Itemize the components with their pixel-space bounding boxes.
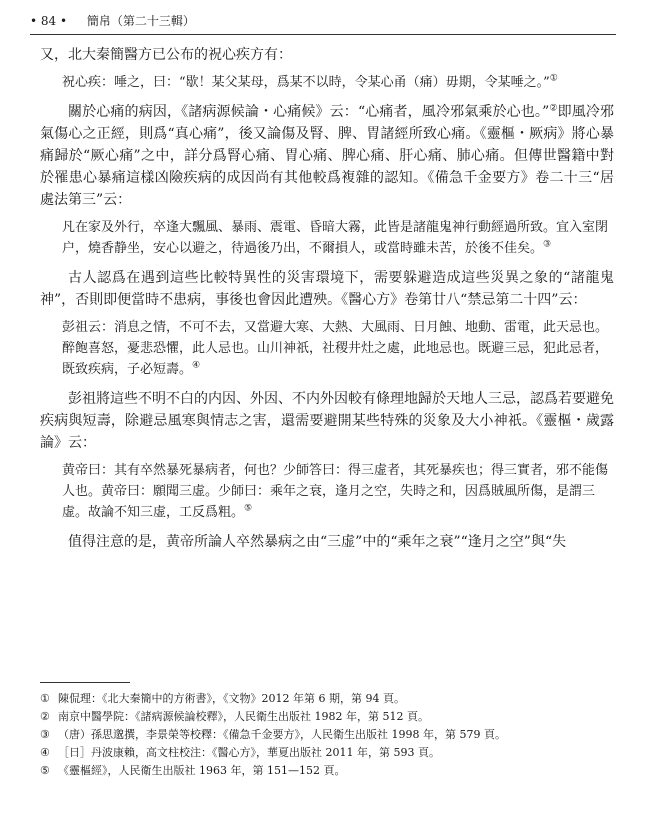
footnote-rule (40, 682, 130, 683)
footnote-ref-3[interactable]: ③ (543, 239, 552, 250)
main-text (40, 44, 614, 559)
header-rule (30, 34, 616, 35)
footnote-ref-5[interactable]: ⑤ (244, 503, 253, 514)
paragraph-4: 彭祖將這些不明不白的内因、外因、不内外因較有條理地歸於天地人三忌，認爲若要避免疾病與短壽，除避忌風寒與情志之害，還需要避開某些特殊的災象及大小神祇。《靈樞・歲露論》云： (40, 391, 614, 451)
paragraph-5: 值得注意的是，黄帝所論人卒然暴病之由“三虚”中的“乘年之衰”“逢月之空”與“失 (68, 534, 567, 550)
footnote-4: ④ ［日］丹波康賴，高文柱校注：《醫心方》，華夏出版社 2011 年，第 593 頁。 (40, 746, 440, 759)
footnote-2: ② 南京中醫學院：《諸病源候論校釋》，人民衛生出版社 1982 年，第 512 頁。 (40, 710, 429, 723)
block-quote-1: 祝心疾：唾之，曰：“歇！某父某母，爲某不以時，令某心甬（痛）毋期，令某唾之。”① (62, 73, 558, 90)
footnote-5: ⑤ 《靈樞經》，人民衛生出版社 1963 年，第 151—152 頁。 (40, 764, 346, 777)
paragraph-1: 又，北大秦簡醫方已公布的祝心疾方有： (40, 47, 292, 63)
paragraph-2: 關於心痛的病因，《諸病源候論・心痛候》云：“心痛者，風冷邪氣乘於心也。”②即風冷邪氣傷心之正經，則爲“真心痛”，後又論傷及腎、脾、胃諸經所致心痛。《靈樞・厥病》將心暴痛歸於“厥心痛”之中，詳分爲腎心痛、胃心痛、脾心痛、肝心痛、肺心痛。但傳世醫籍中對於罹患心暴痛這樣凶險疾病的成因尚有其他較爲複雜的認知。《備急千金要方》卷二十三“居處法第三”云： (40, 103, 615, 208)
paragraph-3: 古人認爲在遇到這些比較特異性的災害環境下，需要躲避造成這些災異之象的“諸龍鬼神”，否則即便當時不患病，事後也會因此遭殃。《醫心方》卷第廿八“禁忌第二十四”云： (40, 270, 614, 308)
footnote-ref-4[interactable]: ④ (192, 360, 201, 371)
running-header (30, 10, 616, 32)
footnote-ref-2[interactable]: ② (549, 103, 558, 114)
footnote-1: ① 陳侃理：《北大秦簡中的方術書》，《文物》2012 年第 6 期，第 94 頁。 (40, 692, 405, 705)
footnote-ref-1[interactable]: ① (549, 73, 558, 84)
block-quote-3: 彭祖云：消息之情，不可不去，又當避大寒、大熱、大風雨、日月蝕、地動、雷電，此天忌也。醉飽喜怒，憂悲恐懼，此人忌也。山川神祇，社稷井灶之處，此地忌也。既避三忌，犯此忌者，既致疾病，子必短壽。④ (62, 320, 609, 377)
block-quote-4: 黄帝曰：其有卒然暴死暴病者，何也？少師答曰：得三虚者，其死暴疾也；得三實者，邪不能傷人也。黄帝曰：願聞三虚。少師曰：乘年之衰，逢月之空，失時之和，因爲賊風所傷，是謂三虚。故論不知三虚，工反爲粗。⑤ (62, 463, 609, 520)
footnote-3: ③ （唐）孫思邈撰，李景榮等校釋：《備急千金要方》，人民衛生出版社 1998 年，第 579 頁。 (40, 728, 506, 741)
block-quote-2: 凡在家及外行，卒逢大飄風、暴雨、震電、昏暗大霧，此皆是諸龍鬼神行動經過所致。宜入室閉户，燒香静坐，安心以避之，待過後乃出，不爾損人，或當時雖未苦，於後不佳矣。③ (62, 220, 609, 256)
footnotes (40, 690, 614, 780)
journal-title: 簡帛（第二十三輯） (86, 14, 195, 28)
page-number: • 84 • (30, 14, 68, 28)
